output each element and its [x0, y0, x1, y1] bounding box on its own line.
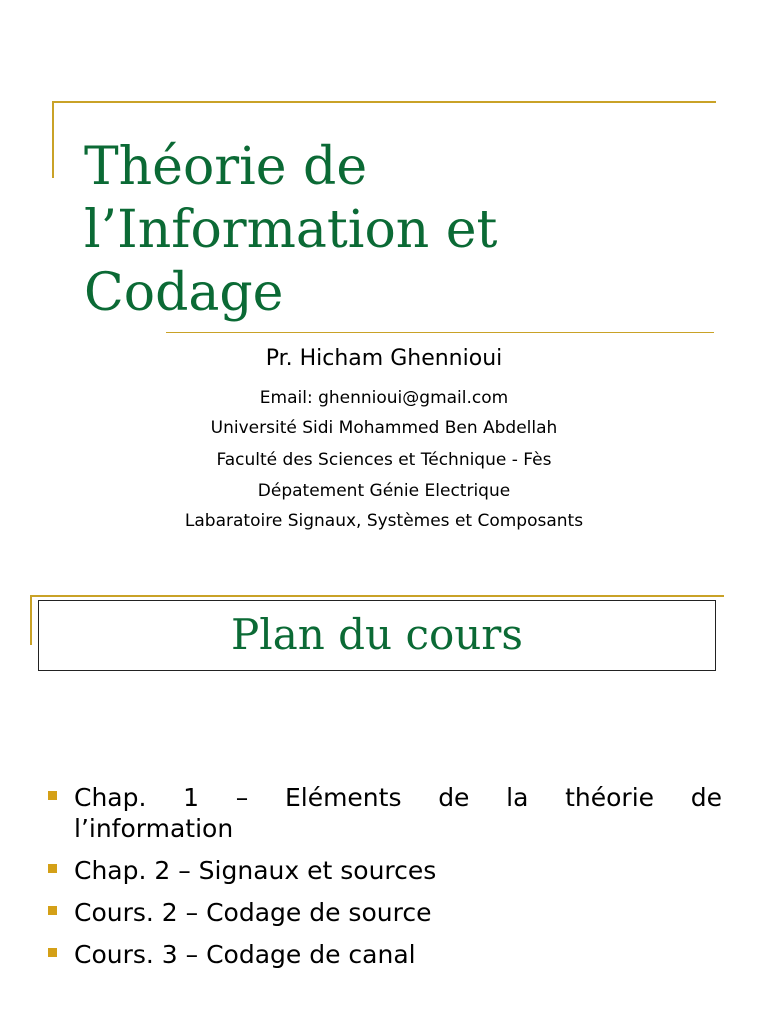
faculty-name: Faculté des Sciences et Téchnique - Fès [216, 450, 552, 470]
decorative-left-line-2 [30, 595, 32, 645]
square-bullet-icon [48, 864, 57, 873]
list-item [46, 897, 722, 928]
list-item-text: Chap. 2 – Signaux et sources [74, 856, 437, 885]
course-outline-list [46, 782, 722, 981]
author-email: Email: ghennioui@gmail.com [259, 388, 509, 408]
department-name: Dépatement Génie Electrique [257, 481, 511, 501]
list-item-word: Eléments [284, 783, 402, 812]
square-bullet-icon [48, 948, 57, 957]
laboratory-name: Labaratoire Signaux, Systèmes et Composants [184, 511, 584, 531]
list-item-text: Cours. 3 – Codage de canal [74, 940, 416, 969]
plan-title: Plan du cours [231, 610, 523, 659]
list-item-word: 1 [183, 783, 200, 812]
list-item-text: Cours. 2 – Codage de source [74, 898, 432, 927]
list-item-word: Chap. [74, 783, 147, 812]
list-item [46, 782, 722, 844]
list-item [46, 855, 722, 886]
title-line-2: l’Information et [84, 200, 498, 260]
decorative-left-line [52, 101, 54, 178]
plan-title-box [38, 600, 716, 671]
title-line-1: Théorie de [84, 137, 368, 197]
list-item [46, 939, 722, 970]
list-item-line-2: l’information [74, 814, 234, 843]
title-line-3: Codage [84, 263, 284, 323]
list-item-line-1 [74, 782, 722, 813]
decorative-top-line [52, 101, 716, 103]
decorative-top-line-2 [30, 595, 724, 597]
title-underline [166, 332, 714, 333]
list-item-word: théorie [565, 783, 655, 812]
list-item-word: la [506, 783, 529, 812]
list-item-word: – [235, 783, 249, 812]
university-name: Université Sidi Mohammed Ben Abdellah [210, 418, 558, 438]
square-bullet-icon [48, 906, 57, 915]
list-item-word: de [690, 783, 722, 812]
author-name: Pr. Hicham Ghennioui [265, 346, 503, 371]
square-bullet-icon [48, 791, 57, 800]
list-item-word: de [438, 783, 470, 812]
slide-title [84, 136, 704, 325]
